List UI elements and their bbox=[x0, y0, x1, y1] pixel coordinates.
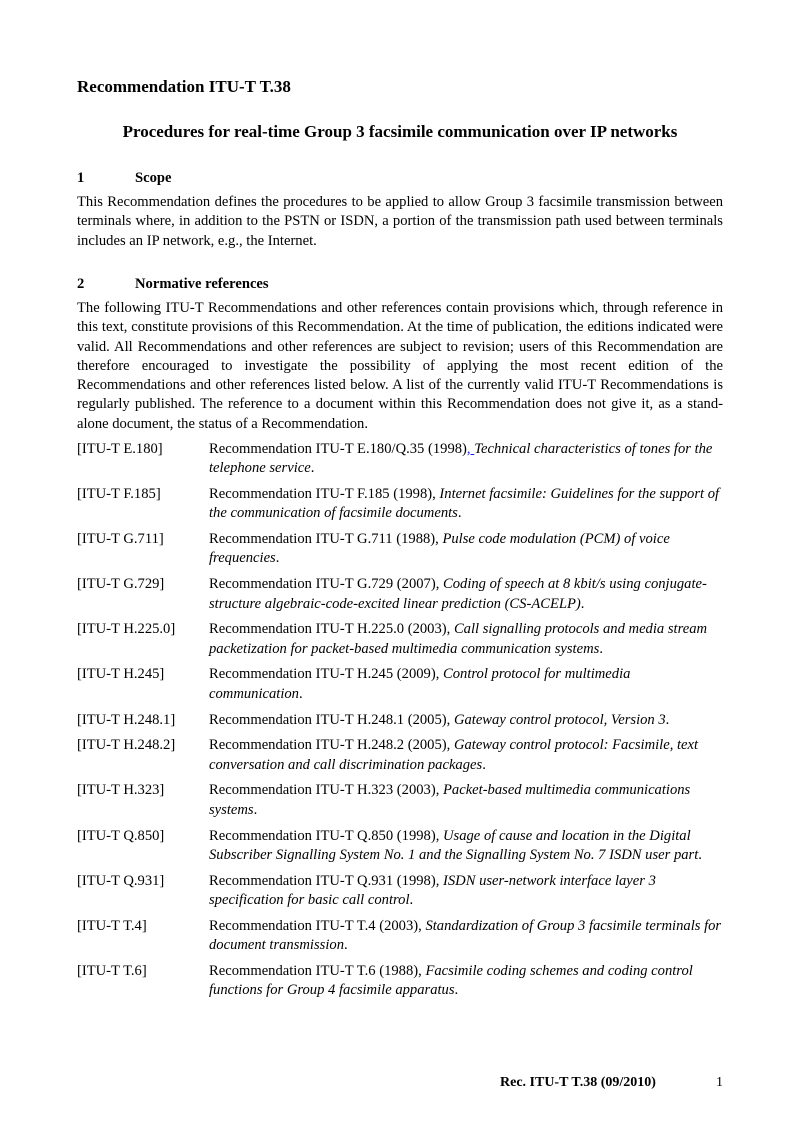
reference-prefix: Recommendation ITU-T H.245 (2009) bbox=[209, 666, 436, 683]
reference-title: Packet-based multimedia communications systems bbox=[209, 782, 691, 818]
reference-key: [ITU-T H.248.1] bbox=[77, 711, 176, 728]
reference-text bbox=[209, 872, 727, 911]
reference-text bbox=[209, 665, 727, 704]
reference-title: ISDN user-network interface layer 3 specification for basic call control bbox=[209, 872, 656, 908]
normative-references-paragraph: The following ITU-T Recommendations and other references contain provisions which, through reference in this text, constitute provisions of this Recommendation. At the time of publication, the editions indicated were valid. All Recommendations and other references are subject to revision; users of this Recommendation are therefore encouraged to investigate the possibility of applying the most recent edition of the Recommendations and other references listed below. A list of the currently valid ITU-T Recommendations is regularly published. The reference to a document within this Recommendation does not give it, as a stand-alone document, the status of a Recommendation. bbox=[77, 300, 723, 432]
reference-item bbox=[77, 781, 727, 820]
reference-list bbox=[77, 440, 727, 1007]
reference-text bbox=[209, 530, 727, 569]
reference-title: Usage of cause and location in the Digital Subscriber Signalling System No. 1 and the Signalling System No. 7 ISDN user part bbox=[209, 827, 699, 863]
reference-end: . bbox=[454, 982, 459, 999]
reference-prefix: Recommendation ITU-T H.248.2 (2005) bbox=[209, 737, 447, 754]
reference-key: [ITU-T H.248.2] bbox=[77, 737, 176, 754]
reference-title: Standardization of Group 3 facsimile terminals for document transmission bbox=[209, 917, 722, 954]
reference-sep: , bbox=[435, 782, 443, 799]
reference-item bbox=[77, 620, 727, 659]
document-subtitle: Procedures for real-time Group 3 facsimile communication over IP networks bbox=[122, 122, 678, 141]
reference-title: Gateway control protocol, Version 3 bbox=[453, 711, 666, 728]
reference-text bbox=[209, 827, 727, 866]
reference-title: Gateway control protocol: Facsimile, text conversation and call discrimination packages bbox=[209, 737, 699, 773]
reference-key: [ITU-T G.711] bbox=[77, 531, 164, 548]
section-heading-scope bbox=[77, 170, 171, 187]
reference-title: Coding of speech at 8 kbit/s using conjugate-structure algebraic-code-excited linear prediction (CS-ACELP) bbox=[209, 576, 707, 612]
reference-prefix: Recommendation ITU-T T.6 (1988) bbox=[209, 962, 419, 979]
reference-item bbox=[77, 485, 727, 524]
reference-end: . bbox=[482, 756, 486, 773]
reference-sep: , bbox=[446, 737, 454, 754]
reference-sep: , bbox=[446, 621, 454, 638]
reference-sep: , bbox=[435, 872, 443, 889]
reference-sep: , bbox=[446, 711, 454, 728]
reference-key: [ITU-T F.185] bbox=[77, 486, 161, 503]
reference-item bbox=[77, 962, 727, 1001]
reference-prefix: Recommendation ITU-T Q.850 (1998) bbox=[209, 827, 436, 844]
reference-end: . bbox=[580, 595, 585, 612]
reference-title: Pulse code modulation (PCM) of voice frequencies bbox=[209, 531, 670, 567]
reference-text bbox=[209, 575, 727, 614]
reference-end: . bbox=[253, 801, 258, 818]
reference-sep: , bbox=[435, 576, 443, 593]
reference-title: Technical characteristics of tones for the telephone service bbox=[209, 441, 713, 477]
reference-end: . bbox=[298, 685, 303, 702]
reference-text bbox=[209, 781, 727, 820]
reference-item bbox=[77, 711, 727, 730]
reference-item bbox=[77, 575, 727, 614]
reference-prefix: Recommendation ITU-T H.248.1 (2005) bbox=[209, 711, 447, 728]
reference-key: [ITU-T G.729] bbox=[77, 576, 165, 593]
reference-end: . bbox=[698, 846, 702, 863]
reference-item bbox=[77, 917, 727, 956]
reference-text bbox=[209, 440, 727, 479]
reference-sep: , bbox=[435, 531, 443, 548]
footer-running-title: Rec. ITU-T T.38 (09/2010) bbox=[500, 1075, 656, 1090]
reference-text bbox=[209, 736, 727, 775]
reference-item bbox=[77, 827, 727, 866]
reference-end: . bbox=[457, 505, 462, 522]
reference-prefix: Recommendation ITU-T G.729 (2007) bbox=[209, 576, 436, 593]
reference-title: Facsimile coding schemes and coding control functions for Group 4 facsimile apparatus bbox=[209, 962, 693, 999]
reference-end: . bbox=[310, 460, 315, 477]
reference-prefix: Recommendation ITU-T F.185 (1998) bbox=[209, 486, 433, 503]
reference-sep: , bbox=[435, 827, 443, 844]
reference-key: [ITU-T Q.931] bbox=[77, 872, 165, 889]
reference-sep: , bbox=[418, 917, 426, 934]
page-number: 1 bbox=[716, 1075, 723, 1090]
reference-text bbox=[209, 917, 727, 956]
reference-key: [ITU-T T.6] bbox=[77, 962, 147, 979]
reference-text bbox=[209, 711, 727, 730]
reference-key: [ITU-T H.225.0] bbox=[77, 621, 176, 638]
reference-item bbox=[77, 440, 727, 479]
reference-prefix: Recommendation ITU-T H.323 (2003) bbox=[209, 782, 436, 799]
reference-sep: , bbox=[418, 962, 426, 979]
reference-sep: , bbox=[432, 486, 440, 503]
reference-link[interactable]: , bbox=[466, 441, 475, 457]
reference-key: [ITU-T Q.850] bbox=[77, 827, 165, 844]
reference-prefix: Recommendation ITU-T E.180/Q.35 (1998) bbox=[209, 441, 467, 457]
scope-paragraph: This Recommendation defines the procedures to be applied to allow Group 3 facsimile transmission between terminals where, in addition to the PSTN or ISDN, a portion of the transmission path used between terminals includes an IP network, e.g., the Internet. bbox=[77, 194, 723, 249]
reference-prefix: Recommendation ITU-T Q.931 (1998) bbox=[209, 872, 436, 889]
reference-end: . bbox=[599, 640, 603, 657]
reference-end: . bbox=[665, 711, 670, 728]
reference-key: [ITU-T H.323] bbox=[77, 782, 165, 799]
section-number: 2 bbox=[77, 276, 85, 292]
reference-prefix: Recommendation ITU-T H.225.0 (2003) bbox=[209, 621, 447, 638]
reference-end: . bbox=[344, 937, 348, 954]
reference-prefix: Recommendation ITU-T G.711 (1988) bbox=[209, 531, 436, 548]
reference-key: [ITU-T E.180] bbox=[77, 441, 163, 457]
reference-end: . bbox=[409, 891, 414, 908]
reference-item bbox=[77, 665, 727, 704]
section-number: 1 bbox=[77, 170, 85, 186]
reference-text bbox=[209, 485, 727, 524]
reference-title: Internet facsimile: Guidelines for the support of the communication of facsimile documents bbox=[209, 486, 720, 522]
reference-item bbox=[77, 736, 727, 775]
section-heading-normative-references bbox=[77, 276, 269, 293]
reference-item bbox=[77, 530, 727, 569]
reference-key: [ITU-T T.4] bbox=[77, 917, 147, 934]
reference-prefix: Recommendation ITU-T T.4 (2003) bbox=[209, 917, 419, 934]
reference-sep: , bbox=[435, 666, 443, 683]
reference-item bbox=[77, 872, 727, 911]
reference-end: . bbox=[275, 550, 280, 567]
reference-title: Call signalling protocols and media stream packetization for packet-based multimedia communication systems bbox=[209, 621, 708, 657]
reference-title: Control protocol for multimedia communication bbox=[209, 666, 631, 702]
section-title: Normative references bbox=[135, 276, 269, 292]
reference-text bbox=[209, 620, 727, 659]
reference-text bbox=[209, 962, 727, 1001]
document-title: Recommendation ITU-T T.38 bbox=[77, 77, 291, 96]
section-title: Scope bbox=[135, 170, 172, 186]
reference-key: [ITU-T H.245] bbox=[77, 666, 165, 683]
